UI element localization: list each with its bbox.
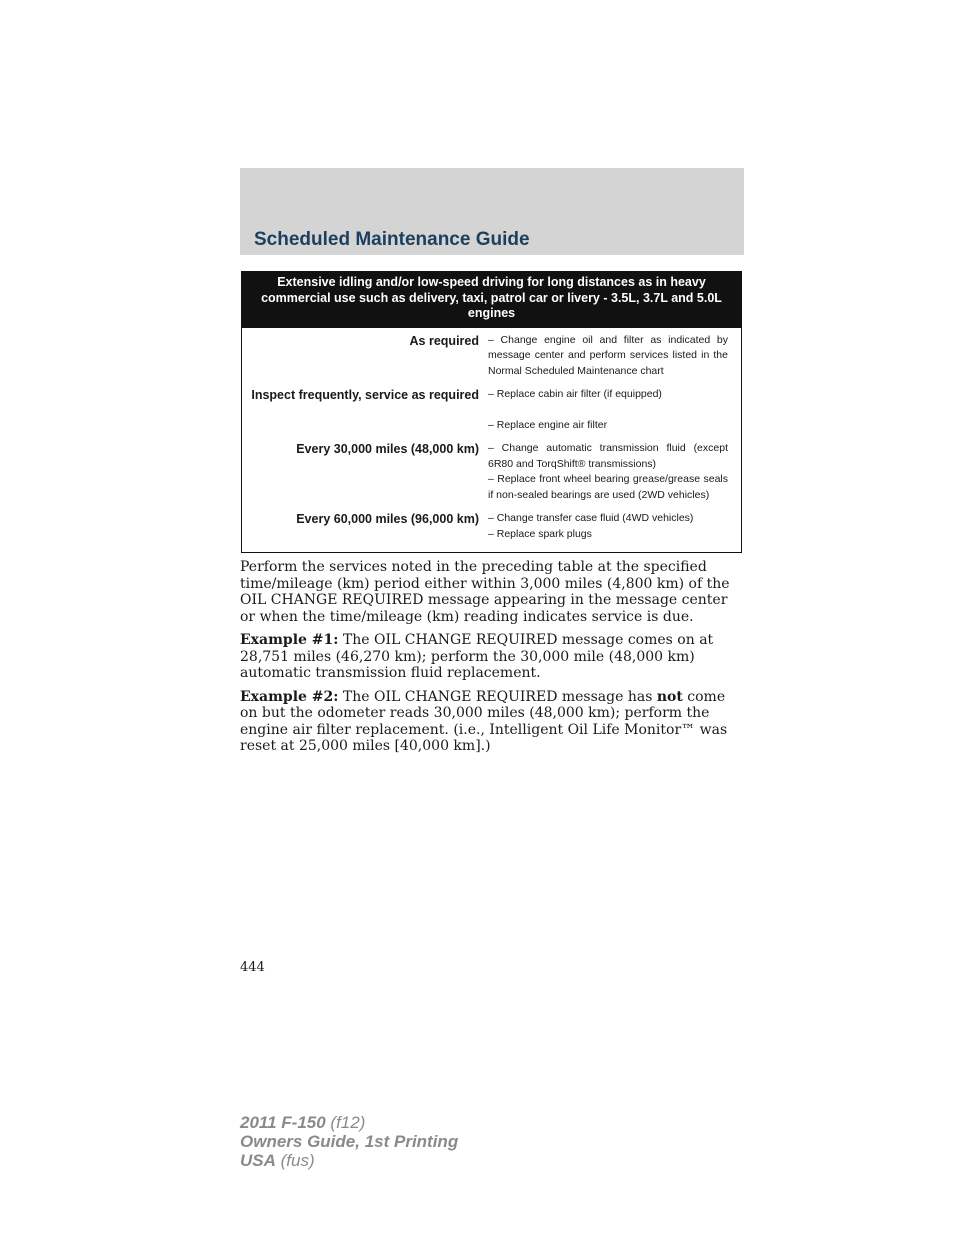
table-heading: Extensive idling and/or low-speed driving for long distances as in heavy commercial use such as delivery, taxi, patrol car or livery - 3.5L, 3.7L and 5.0L engines (242, 272, 741, 328)
row-item: – Change engine oil and filter as indicated by message center and perform services listed in the Normal Scheduled Maintenance chart (488, 333, 728, 377)
footer (240, 1113, 458, 1170)
maintenance-table (241, 271, 742, 553)
page-number: 444 (240, 960, 265, 975)
example-label: Example #1: (240, 632, 339, 648)
row-item: – Replace spark plugs (488, 527, 592, 540)
section-title: Scheduled Maintenance Guide (254, 229, 530, 250)
row-item: – Replace engine air filter (488, 418, 608, 431)
example-text: The OIL CHANGE REQUIRED message has (338, 688, 657, 705)
table-row (242, 328, 741, 380)
table-row (242, 379, 741, 433)
row-item: – Replace cabin air filter (if equipped) (488, 388, 662, 400)
table-row (242, 433, 741, 503)
body-text (240, 559, 746, 762)
section-header (240, 168, 744, 255)
paragraph: Perform the services noted in the preceding table at the specified time/mileage (km) period either within 3,000 miles (4,800 km) of the OIL CHANGE REQUIRED message appearing in the message center or when the time/mileage (km) reading indicates service is due. (240, 559, 730, 625)
row-label: As required (409, 333, 479, 348)
example-paragraph (240, 632, 746, 682)
example-text: The OIL CHANGE REQUIRED message comes on at 28,751 miles (46,270 km); perform the 30,000 mile (48,000 km) automatic transmission fluid replacement. (240, 632, 714, 681)
footer-line: Owners Guide, 1st Printing (240, 1132, 459, 1151)
row-item: – Change transfer case fluid (4WD vehicles) (488, 512, 694, 524)
row-item: – Replace front wheel bearing grease/grease seals if non-sealed bearings are used (2WD vehicles) (488, 473, 728, 501)
table-row (242, 503, 741, 542)
row-label: Every 60,000 miles (96,000 km) (296, 512, 479, 526)
footer-line: 2011 F-150 (f12) (240, 1113, 366, 1132)
footer-line: USA (fus) (240, 1151, 315, 1170)
example-paragraph (240, 689, 746, 755)
row-item: – Change automatic transmission fluid (except 6R80 and TorqShift® transmissions) (488, 442, 728, 470)
emphasis: not (656, 688, 683, 705)
example-label: Example #2: (240, 688, 339, 705)
row-label: Every 30,000 miles (48,000 km) (296, 442, 479, 456)
row-label: Inspect frequently, service as required (251, 388, 479, 402)
example-text: come on but the odometer reads 30,000 miles (48,000 km); perform the engine air filter replacement. (i.e., Intelligent Oil Life Monitor™ was reset at 25,000 miles [40,000 km].) (240, 688, 728, 754)
